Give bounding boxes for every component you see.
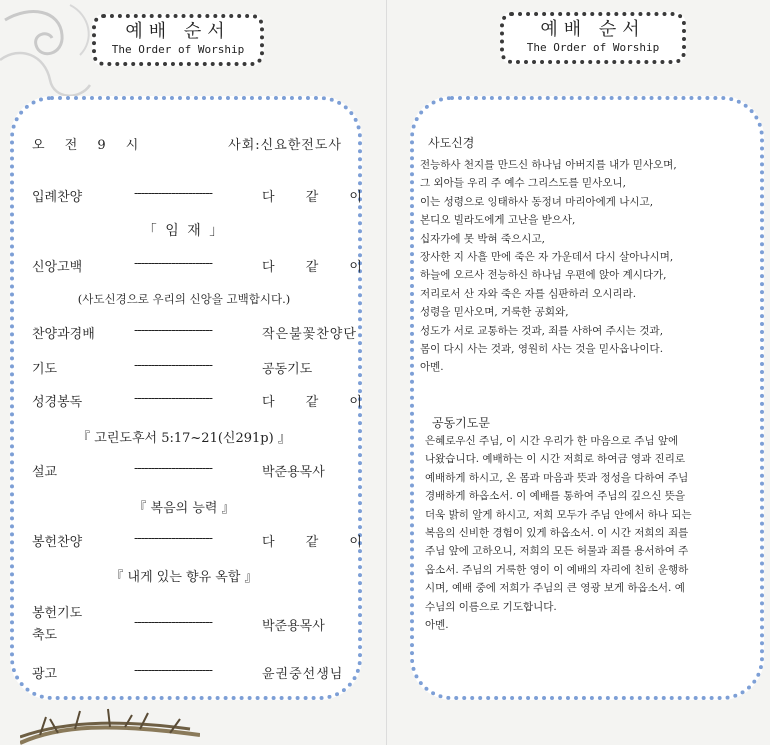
order-item-leader-name: 윤권중선생님 xyxy=(262,667,344,682)
creed-line: 저리로서 산 자와 죽은 자를 심판하러 오시리라. xyxy=(420,287,637,300)
prayer-line: 더욱 밝히 알게 하시고, 저희 모두가 주님 안에서 하나 되는 xyxy=(425,508,692,521)
order-item-leader-name: 다 같 이 xyxy=(262,190,362,205)
apostles-creed-text xyxy=(420,156,677,377)
order-item-leader: ----------------------- xyxy=(134,531,213,546)
order-item-label: 봉헌찬양 xyxy=(32,535,83,550)
sermon-title: 『 복음의 능력 』 xyxy=(133,501,235,516)
right-title-english: The Order of Worship xyxy=(526,41,660,54)
order-item-leader: ----------------------- xyxy=(134,461,213,476)
order-item-label: 성경봉독 xyxy=(32,395,83,410)
order-item xyxy=(32,663,342,685)
order-item-leader-name: 작은불꽃찬양단 xyxy=(262,327,357,342)
order-item-leader: ----------------------- xyxy=(134,256,213,271)
order-item-leader-name: 박준용목사 xyxy=(262,619,325,634)
order-item-leader-name: 다 같 이 xyxy=(262,535,362,550)
order-item-label: 축도 xyxy=(32,628,58,643)
creed-line: 몸이 다시 사는 것과, 영원히 사는 것을 믿사옵나이다. xyxy=(420,343,664,356)
order-item-leader: ----------------------- xyxy=(134,323,213,338)
order-item-leader: ----------------------- xyxy=(134,663,213,678)
service-theme: 「 임 재 」 xyxy=(142,223,226,239)
order-item-label: 찬양과경배 xyxy=(32,327,95,342)
prayer-line: 수님의 이름으로 기도합니다. xyxy=(425,600,557,613)
order-item-label: 신앙고백 xyxy=(32,260,83,275)
creed-line: 아멘. xyxy=(420,361,444,374)
order-item xyxy=(32,531,362,553)
order-item-leader: ----------------------- xyxy=(134,391,213,406)
prayer-line: 은혜로우신 주님, 이 시간 우리가 한 마음으로 주님 앞에 xyxy=(425,435,679,447)
order-item-label: 봉헌기도 xyxy=(32,606,83,621)
right-title-korean: 예배 순서 xyxy=(540,19,646,40)
prayer-line: 경배하게 하옵소서. 이 예배를 통하여 주님의 깊으신 뜻을 xyxy=(425,490,685,503)
service-header xyxy=(32,134,342,154)
order-item-leader-name: 다 같 이 xyxy=(262,395,362,410)
order-item xyxy=(32,358,342,380)
service-time: 오 전 9 시 xyxy=(32,138,147,153)
prayer-line: 주님 앞에 고하오니, 저희의 모든 허물과 죄를 용서하여 주 xyxy=(425,545,689,558)
creed-line: 성령을 믿사오며, 거룩한 공회와, xyxy=(420,306,569,319)
creed-line: 그 외아들 우리 주 예수 그리스도를 믿사오니, xyxy=(420,177,626,190)
order-item-leader: ----------------------- xyxy=(134,186,213,201)
creed-line: 성도가 서로 교통하는 것과, 죄를 사하여 주시는 것과, xyxy=(420,324,664,337)
scripture-reference: 『 고린도후서 5:17~21(신291p) 』 xyxy=(77,431,291,446)
order-item-leader: ----------------------- xyxy=(134,615,213,630)
prayer-line: 나왔습니다. 예배하는 이 시간 저희로 하여금 영과 진리로 xyxy=(425,453,685,466)
page-fold xyxy=(386,0,387,745)
order-item xyxy=(32,256,362,278)
creed-line: 전능하사 천지를 만드신 하나님 아버지를 내가 믿사오며, xyxy=(420,159,677,171)
order-item-leader-name: 공동기도 xyxy=(262,362,313,377)
order-item-label: 광고 xyxy=(32,667,58,682)
order-item-label: 기도 xyxy=(32,362,58,377)
service-host: 사회:신요한전도사 xyxy=(228,138,342,153)
order-item-label: 입례찬양 xyxy=(32,190,83,205)
prayer-line: 시며, 예배 중에 저희가 주님의 큰 영광 보게 하옵소서. 예 xyxy=(425,582,685,595)
order-item-leader-name: 박준용목사 xyxy=(262,465,325,480)
order-item xyxy=(32,186,362,208)
creed-line: 십자가에 못 박혀 죽으시고, xyxy=(420,232,545,245)
order-item-leader: ----------------------- xyxy=(134,358,213,373)
order-item-label: 설교 xyxy=(32,465,58,480)
prayer-line: 아멘. xyxy=(425,619,449,632)
common-prayer-title: 공동기도문 xyxy=(432,416,490,430)
prayer-line: 옵소서. 주님의 거룩한 영이 이 예배의 자리에 친히 운행하 xyxy=(425,563,689,576)
order-item xyxy=(32,323,357,345)
prayer-line: 예배하게 하시고, 온 몸과 마음과 뜻과 정성을 다하여 주님 xyxy=(425,471,689,484)
order-item xyxy=(32,391,362,413)
prayer-line: 복음의 신비한 경험이 있게 하옵소서. 이 시간 저희의 죄를 xyxy=(425,527,689,540)
order-item xyxy=(32,461,342,483)
right-title-box xyxy=(500,12,686,64)
offering-song-title: 『 내게 있는 향유 옥합 』 xyxy=(110,570,258,585)
crown-of-thorns-icon xyxy=(20,705,200,745)
apostles-creed-title: 사도신경 xyxy=(428,136,475,150)
creed-note: (사도신경으로 우리의 신앙을 고백합시다.) xyxy=(77,292,291,306)
left-title-english: The Order of Worship xyxy=(111,43,245,56)
creed-line: 이는 성령으로 잉태하사 동정녀 마리아에게 나시고, xyxy=(420,195,654,208)
left-title-box xyxy=(92,14,264,66)
left-title-korean: 예배 순서 xyxy=(125,21,231,42)
creed-line: 본디오 빌라도에게 고난을 받으사, xyxy=(420,214,576,227)
creed-line: 장사한 지 사흘 만에 죽은 자 가운데서 다시 살아나시며, xyxy=(420,251,674,264)
order-item xyxy=(32,615,342,646)
order-item-leader-name: 다 같 이 xyxy=(262,260,362,275)
common-prayer-text xyxy=(425,432,692,634)
creed-line: 하늘에 오르사 전능하신 하나님 우편에 앉아 계시다가, xyxy=(420,269,667,282)
